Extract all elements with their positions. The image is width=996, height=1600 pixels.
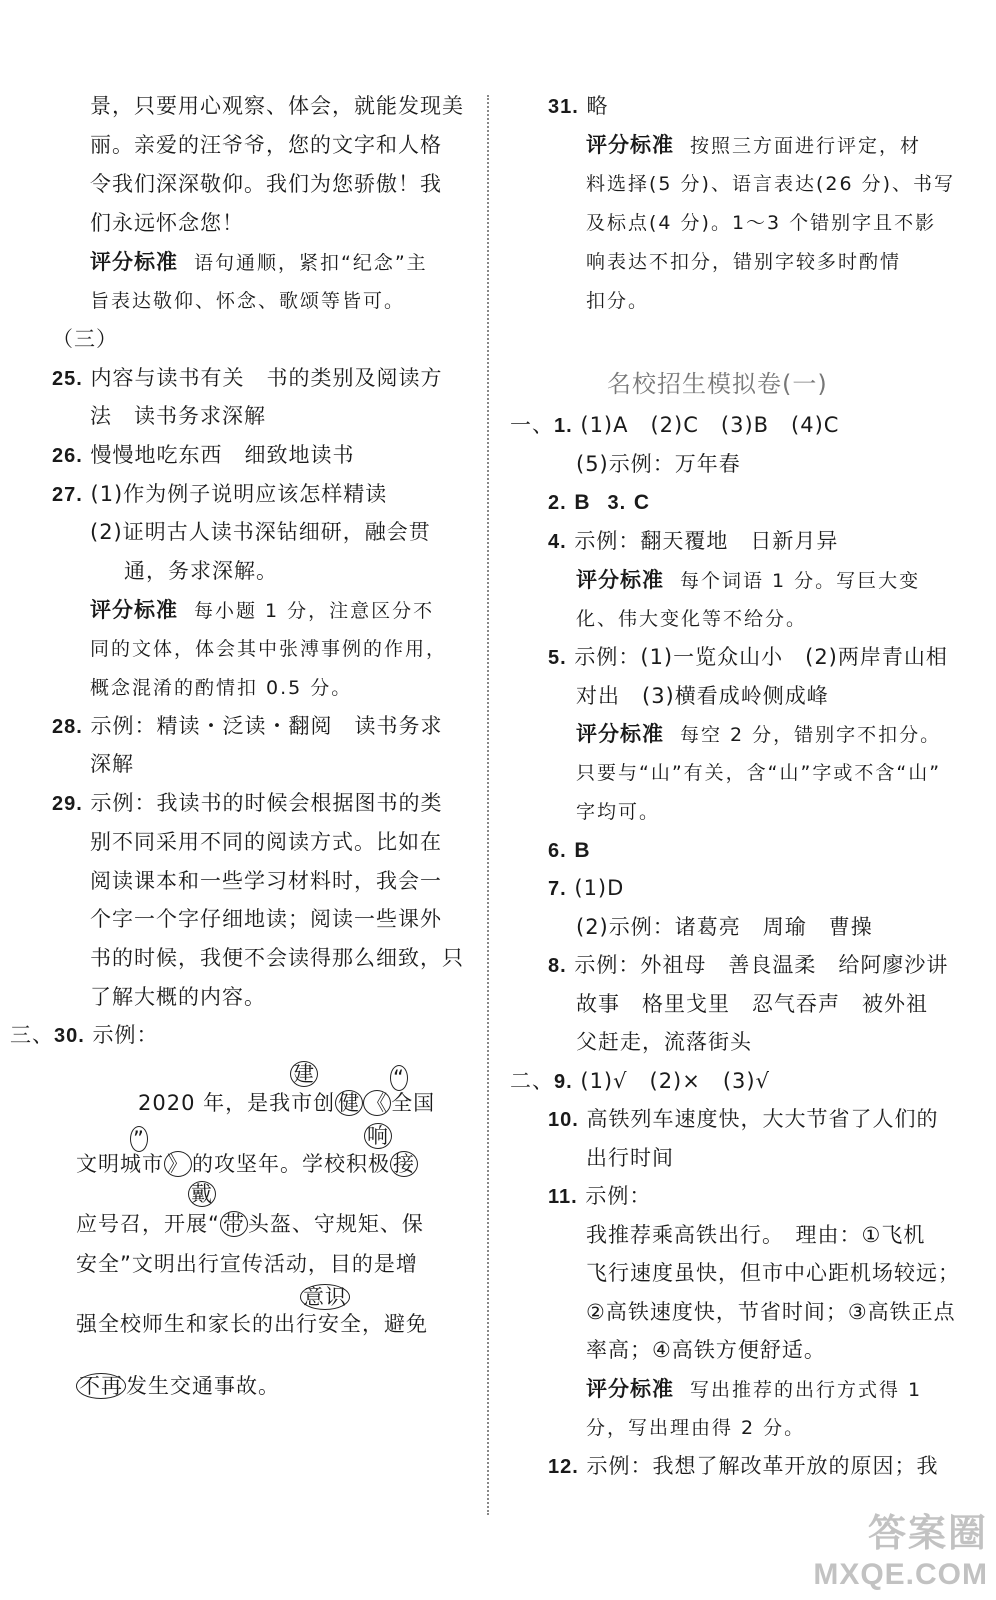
text-line: 扣分。 bbox=[586, 290, 650, 312]
text-line: 令我们深深敬仰。我们为您骄傲！我 bbox=[90, 172, 442, 196]
text-line: 个字一个字仔细地读；阅读一些课外 bbox=[90, 907, 442, 931]
question-31: 31. 略 bbox=[548, 94, 609, 118]
text-line: 法 读书务求深解 bbox=[90, 404, 266, 428]
text-line: 阅读课本和一些学习材料时，我会一 bbox=[90, 869, 442, 893]
scoring-criteria: 评分标准 每个词语 1 分。写巨大变 bbox=[576, 568, 921, 592]
insert-mark: 意识 bbox=[300, 1283, 350, 1311]
text-line: 父赶走，流落街头 bbox=[576, 1030, 752, 1054]
scoring-criteria: 评分标准 每小题 1 分，注意区分不 bbox=[90, 598, 435, 622]
watermark-logo: 答案圈 MXQE.COM bbox=[813, 1513, 988, 1591]
question-27: 27. (1)作为例子说明应该怎样精读 bbox=[52, 482, 388, 506]
question-1: 一、1. (1)A (2)C (3)B (4)C bbox=[510, 413, 840, 437]
text-line: 响表达不扣分，错别字较多时酌情 bbox=[586, 251, 902, 273]
text-line: 同的文体，体会其中张溥事例的作用， bbox=[90, 638, 448, 660]
question-6: 6. B bbox=[548, 839, 590, 862]
text-line: 别不同采用不同的阅读方式。比如在 bbox=[90, 830, 442, 854]
question-26: 26. 慢慢地吃东西 细致地读书 bbox=[52, 443, 355, 467]
section-heading: （三） bbox=[52, 327, 118, 351]
text-line: 分，写出理由得 2 分。 bbox=[586, 1417, 806, 1439]
question-25: 25. 内容与读书有关 书的类别及阅读方 bbox=[52, 366, 443, 390]
proof-line: 2020 年，是我市创 健 《 全国 bbox=[138, 1091, 436, 1115]
insert-mark: 响 bbox=[364, 1122, 392, 1150]
text-line: 化、伟大变化等不给分。 bbox=[576, 608, 808, 630]
question-5: 5. 示例：(1)一览众山小 (2)两岸青山相 bbox=[548, 645, 948, 669]
insert-mark: 建 bbox=[290, 1060, 318, 1088]
text-line: 出行时间 bbox=[586, 1146, 674, 1170]
proof-line: 强全校师生和家长的出行安全，避免 bbox=[76, 1312, 428, 1336]
text-line: (5)示例：万年春 bbox=[576, 452, 741, 476]
text-line: 书的时候，我便不会读得那么细致，只 bbox=[90, 946, 464, 970]
question-10: 10. 高铁列车速度快，大大节省了人们的 bbox=[548, 1107, 939, 1131]
text-line: (2)证明古人读书深钻细研，融会贯 bbox=[90, 520, 431, 544]
text-line: (2)示例：诸葛亮 周瑜 曹操 bbox=[576, 915, 873, 939]
text-line: 丽。亲爱的汪爷爷，您的文字和人格 bbox=[90, 133, 442, 157]
text-line: 料选择(5 分)、语言表达(26 分)、书写 bbox=[586, 173, 955, 195]
section-title: 名校招生模拟卷(一) bbox=[607, 370, 828, 398]
text-line: 景，只要用心观察、体会，就能发现美 bbox=[90, 94, 464, 118]
question-2-3: 2. B 3. C bbox=[548, 491, 650, 514]
text-line: 飞行速度虽快，但市中心距机场较远； bbox=[586, 1261, 960, 1285]
insert-mark: “ bbox=[390, 1064, 408, 1092]
scoring-criteria: 评分标准 每空 2 分，错别字不扣分。 bbox=[576, 722, 942, 746]
text-line: 及标点(4 分)。1～3 个错别字且不影 bbox=[586, 212, 937, 234]
text-line: 通，务求深解。 bbox=[124, 559, 278, 583]
insert-mark: ” bbox=[130, 1125, 148, 1153]
question-11: 11. 示例： bbox=[548, 1184, 652, 1208]
text-line: 们永远怀念您！ bbox=[90, 211, 244, 235]
text-line: 只要与“山”有关，含“山”字或不含“山” bbox=[576, 762, 942, 784]
question-8: 8. 示例：外祖母 善良温柔 给阿廖沙讲 bbox=[548, 953, 949, 977]
scoring-criteria: 评分标准 按照三方面进行评定，材 bbox=[586, 133, 922, 157]
scoring-criteria: 评分标准 语句通顺，紧扣“纪念”主 bbox=[90, 250, 428, 274]
scoring-criteria: 评分标准 写出推荐的出行方式得 1 bbox=[586, 1377, 923, 1401]
question-30: 三、30. 示例： bbox=[10, 1023, 159, 1047]
text-line: 故事 格里戈里 忍气吞声 被外祖 bbox=[576, 992, 928, 1016]
question-4: 4. 示例：翻天覆地 日新月异 bbox=[548, 529, 839, 553]
question-29: 29. 示例：我读书的时候会根据图书的类 bbox=[52, 791, 443, 815]
insert-mark: 戴 bbox=[188, 1180, 216, 1208]
column-divider bbox=[487, 95, 489, 1515]
text-line: 我推荐乘高铁出行。 理由：①飞机 bbox=[586, 1223, 926, 1247]
question-7: 7. (1)D bbox=[548, 876, 625, 900]
question-12: 12. 示例：我想了解改革开放的原因；我 bbox=[548, 1454, 939, 1478]
text-line: 旨表达敬仰、怀念、歌颂等皆可。 bbox=[90, 290, 406, 312]
text-line: 字均可。 bbox=[576, 801, 661, 823]
text-line: 了解大概的内容。 bbox=[90, 985, 266, 1009]
text-line: 概念混淆的酌情扣 0.5 分。 bbox=[90, 677, 353, 699]
text-line: 对出 (3)横看成岭侧成峰 bbox=[576, 684, 829, 708]
proof-line: 应号召，开展“ 带 头盔、守规矩、保 bbox=[76, 1212, 424, 1236]
text-line: 深解 bbox=[90, 752, 134, 776]
proof-line: 安全”文明出行宣传活动，目的是增 bbox=[76, 1252, 418, 1276]
question-9: 二、9. (1)√ (2)× (3)√ bbox=[510, 1069, 770, 1093]
question-28: 28. 示例：精读・泛读・翻阅 读书务求 bbox=[52, 714, 443, 738]
scoring-label: 评分标准 bbox=[90, 250, 178, 274]
text-line: ②高铁速度快，节省时间；③高铁正点 bbox=[586, 1300, 956, 1324]
proof-line: 不再 发生交通事故。 bbox=[76, 1372, 280, 1400]
proof-line: 文明城市 》 的攻坚年。学校积极 接 bbox=[76, 1150, 418, 1178]
text-line: 率高；④高铁方便舒适。 bbox=[586, 1338, 826, 1362]
